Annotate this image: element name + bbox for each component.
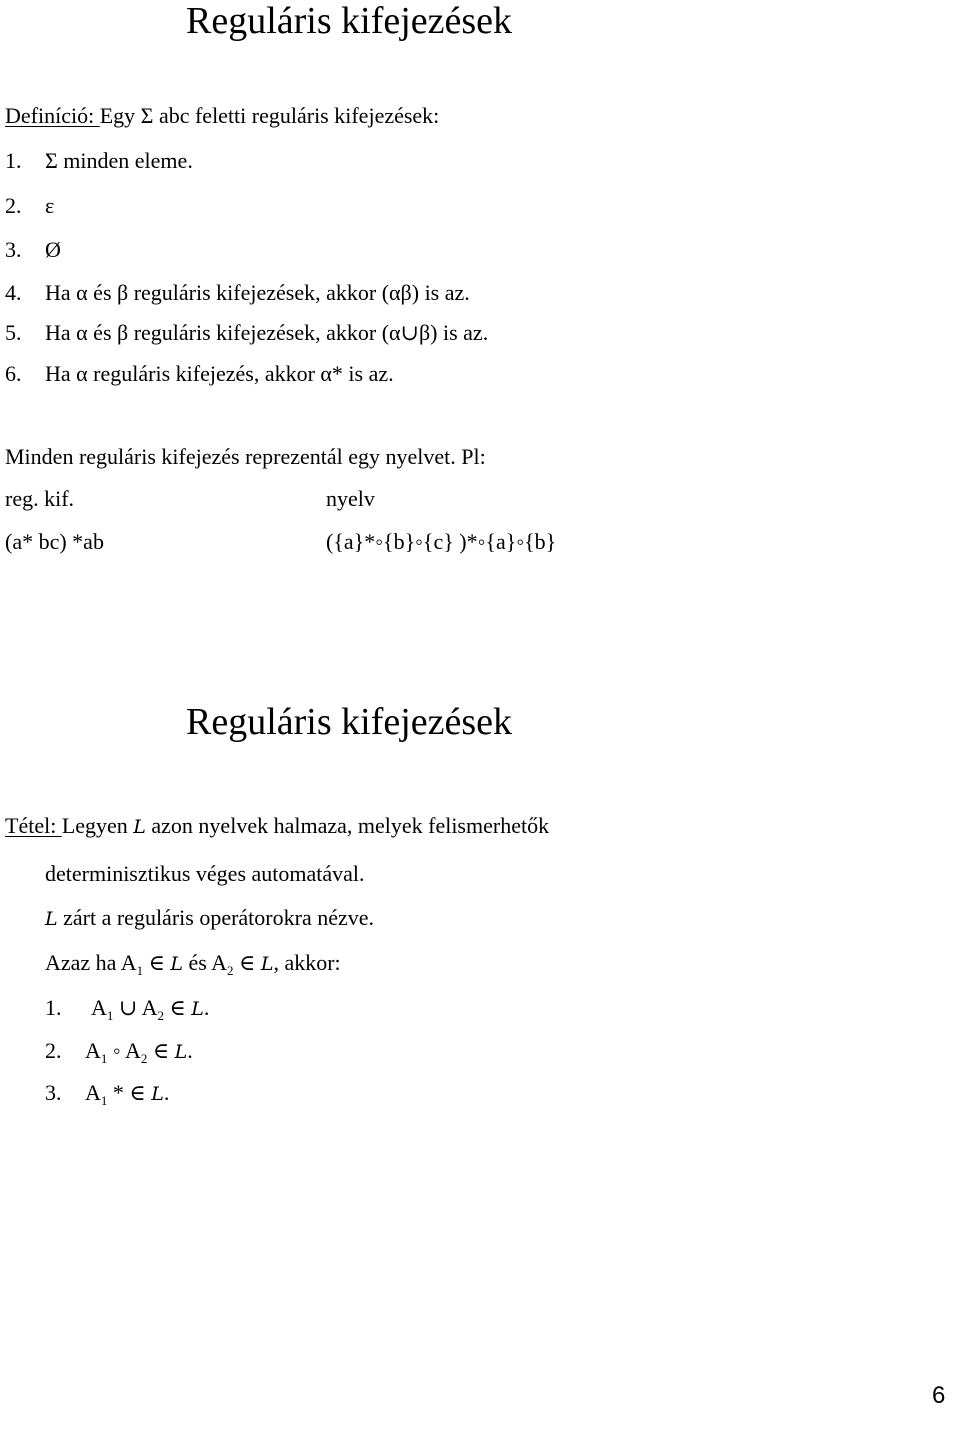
script-l-symbol: L — [151, 1083, 164, 1105]
paragraph: Minden reguláris kifejezés reprezentál egy nyelvet. Pl: — [5, 444, 486, 469]
list-item: 1. $A_1$ ∪ $A_2$ ∈ L. — [45, 995, 210, 1023]
list-item: 1. Σ minden eleme. — [5, 148, 193, 173]
definition-label: Definíció: — [5, 103, 100, 128]
page-number: 6 — [932, 1382, 946, 1409]
list-item: 2. $A_1$ ◦ $A_2$ ∈ L. — [45, 1038, 193, 1066]
script-l-symbol: L — [170, 953, 184, 975]
section-title-1: Reguláris kifejezések — [186, 0, 513, 42]
definition-line — [5, 105, 439, 127]
list-item: 3. $A_1$ * ∈ L. — [45, 1080, 170, 1108]
table-cell-regkif: (a* bc) *ab — [5, 529, 104, 554]
list-item: 6. Ha α reguláris kifejezés, akkor α* is az. — [5, 361, 394, 386]
table-header-regkif: reg. kif. — [5, 486, 75, 511]
closure-line: L zárt a reguláris operátorokra nézve. — [45, 905, 375, 930]
theorem-continuation: determinisztikus véges automatával. — [45, 861, 365, 886]
section-title-2: Reguláris kifejezések — [186, 701, 513, 743]
script-l-symbol: L — [133, 816, 146, 838]
script-l-symbol: L — [260, 953, 274, 975]
script-l-symbol: L — [45, 908, 58, 930]
script-l-symbol: L — [174, 1041, 188, 1063]
theorem-line: Tétel: Legyen L azon nyelvek halmaza, melyek felismerhetők — [5, 813, 550, 838]
table-cell-nyelv: ({a}*◦{b}◦{c} )*◦{a}◦{b} — [326, 529, 557, 554]
list-item: 2. ε — [5, 193, 55, 218]
table-header-nyelv: nyelv — [326, 486, 375, 511]
list-item: 3. Ø — [5, 237, 61, 262]
azaz-line: Azaz ha $A_1$ ∈ L és $A_2$ ∈ L, akkor: — [45, 950, 341, 978]
script-l-symbol: L — [191, 998, 204, 1020]
definition-text: Egy Σ abc feletti reguláris kifejezések: — [99, 103, 440, 128]
theorem-label: Tétel: — [5, 813, 62, 838]
list-item: 5. Ha α és β reguláris kifejezések, akkor (α∪β) is az. — [5, 320, 489, 345]
list-item: 4. Ha α és β reguláris kifejezések, akkor (αβ) is az. — [5, 280, 470, 305]
